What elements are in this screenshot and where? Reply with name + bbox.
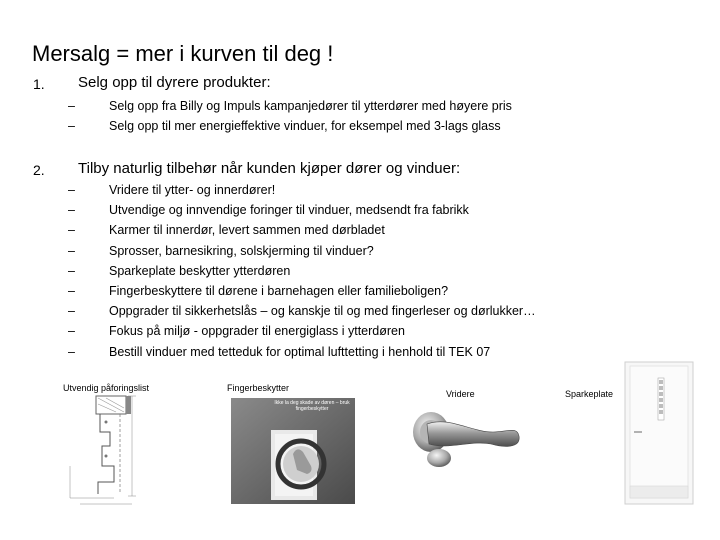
sparkeplate-caption: Sparkeplate xyxy=(565,389,614,399)
bullet-dash: – xyxy=(68,283,75,298)
vridere-caption: Vridere xyxy=(446,389,475,399)
bullet-dash: – xyxy=(68,243,75,258)
bullet-text: Vridere til ytter- og innerdører! xyxy=(109,183,276,197)
bullet-text: Karmer til innerdør, levert sammen med dørbladet xyxy=(109,223,385,238)
bullet-dash: – xyxy=(68,183,75,197)
bullet-dash: – xyxy=(68,203,75,218)
bullet-dash: – xyxy=(68,263,75,278)
fingerbeskytter-caption: Fingerbeskytter xyxy=(227,383,290,393)
bullet-dash: – xyxy=(68,344,75,359)
fingerbeskytter-sign: Ikke la deg skade av døren – bruk fingerbeskytter xyxy=(274,400,350,412)
bullet-text: Selg opp til mer energieffektive vinduer, for eksempel med 3-lags glass xyxy=(109,119,501,134)
section-2-heading: Tilby naturlig tilbehør når kunden kjøper dører og vinduer: xyxy=(78,160,461,177)
bullet-text: Sprosser, barnesikring, solskjerming til vinduer? xyxy=(109,243,374,258)
bullet-dash: – xyxy=(68,99,75,113)
bullet-text: Bestill vinduer med tetteduk for optimal lufttetting i henhold til TEK 07 xyxy=(109,344,491,359)
page-title: Mersalg = mer i kurven til deg ! xyxy=(32,41,334,66)
fingerbeskytter-photo xyxy=(231,398,355,504)
section-2-number: 2. xyxy=(33,162,45,178)
bullet-dash: – xyxy=(68,223,75,238)
bullet-text: Oppgrader til sikkerhetslås – og kanskje til og med fingerleser og dørlukker… xyxy=(109,304,536,319)
bullet-text: Selg opp fra Billy og Impuls kampanjedører til ytterdører med høyere pris xyxy=(109,99,512,113)
bullet-dash: – xyxy=(68,119,75,134)
bullet-dash: – xyxy=(68,324,75,339)
bullet-text: Sparkeplate beskytter ytterdøren xyxy=(109,263,291,278)
section-1-number: 1. xyxy=(33,76,45,92)
bullet-dash: – xyxy=(68,304,75,319)
section-1-heading: Selg opp til dyrere produkter: xyxy=(78,74,271,91)
bullet-text: Fokus på miljø - oppgrader til energiglass i ytterdøren xyxy=(109,324,405,339)
bullet-text: Fingerbeskyttere til dørene i barnehagen eller familieboligen? xyxy=(109,283,449,298)
foringslist-drawing xyxy=(62,392,152,510)
white-door-photo xyxy=(622,360,696,506)
bullet-text: Utvendige og innvendige foringer til vinduer, medsendt fra fabrikk xyxy=(109,203,469,218)
foringslist-caption: Utvendig påforingslist xyxy=(63,383,150,393)
door-handle-photo xyxy=(409,402,521,472)
